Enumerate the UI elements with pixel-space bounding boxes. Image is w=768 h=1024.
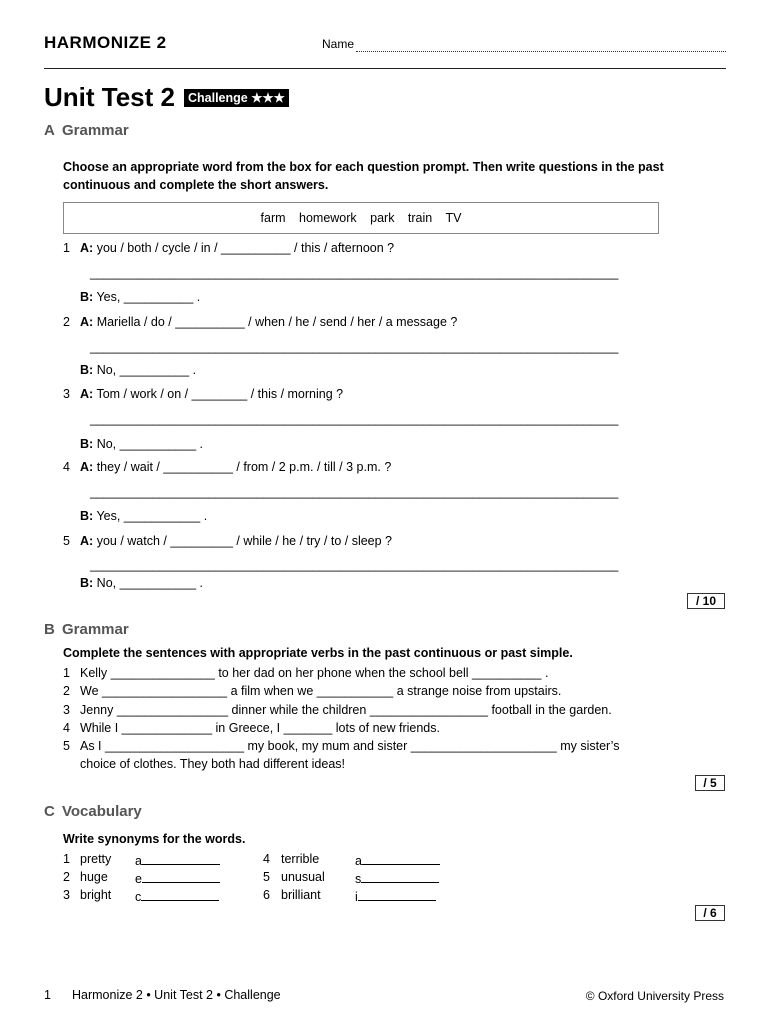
answer-line[interactable]: ____________________________________________________________________________ [90,485,619,499]
question-4 [63,460,392,474]
answer-blank[interactable] [362,852,440,865]
item-number: 5 [63,739,70,753]
speaker-a-label: A: [80,315,94,329]
item-number: 5 [263,870,270,884]
header-divider [44,68,726,69]
short-answer-4[interactable] [80,509,207,523]
first-letter: i [355,890,358,904]
sentence-text: Kelly _______________ to her dad on her phone when the school bell __________ . [80,666,549,680]
footer-title: Harmonize 2 • Unit Test 2 • Challenge [72,988,281,1002]
section-a-instruction [63,158,664,194]
section-a-heading [44,122,129,139]
vocab-item-1[interactable] [63,852,142,868]
section-b-heading [44,621,129,638]
question-number: 3 [63,387,70,401]
section-title: Grammar [62,122,129,139]
item-number: 4 [63,721,70,735]
item-number: 2 [63,684,70,698]
score-box-c[interactable]: / 6 [695,905,725,921]
vocab-word: pretty [80,852,112,866]
vocab-word: bright [80,888,112,902]
section-letter: A [44,122,55,139]
question-2 [63,315,458,329]
item-number: 2 [63,870,70,884]
short-answer-text: Yes, ___________ . [96,509,208,523]
short-answer-2[interactable] [80,363,196,377]
brand-logo: HARMONIZE 2 [44,33,167,52]
vocab-word: brilliant [281,888,321,902]
answer-blank[interactable] [142,870,220,883]
speaker-b-label: B: [80,363,94,377]
answer-line[interactable]: ____________________________________________________________________________ [90,340,619,354]
vocab-word: unusual [281,870,325,884]
question-number: 4 [63,460,70,474]
speaker-a-label: A: [80,460,94,474]
speaker-a-label: A: [80,241,94,255]
question-1 [63,241,395,255]
question-prompt: you / watch / _________ / while / he / try / to / sleep ? [96,534,392,548]
sentence-2[interactable] [63,684,562,698]
section-letter: B [44,621,55,638]
section-title: Grammar [62,621,129,638]
short-answer-text: No, ___________ . [96,437,204,451]
vocab-item-4[interactable] [263,852,362,868]
section-letter: C [44,803,55,820]
sentence-5-continuation: choice of clothes. They both had different ideas! [80,757,345,771]
speaker-a-label: A: [80,534,94,548]
answer-line[interactable]: ____________________________________________________________________________ [90,558,619,572]
question-3 [63,387,344,401]
score-box-b[interactable]: / 5 [695,775,725,791]
answer-line[interactable]: ____________________________________________________________________________ [90,266,619,280]
name-label: Name [322,37,355,51]
vocab-item-2[interactable] [63,870,142,886]
short-answer-5[interactable] [80,576,203,590]
answer-blank[interactable] [361,870,439,883]
sentence-text: While I _____________ in Greece, I _______ lots of new friends. [80,721,440,735]
item-number: 4 [263,852,270,866]
vocab-word: terrible [281,852,320,866]
section-c-instruction: Write synonyms for the words. [63,832,246,846]
section-c-heading [44,803,142,820]
vocab-word: huge [80,870,108,884]
copyright: © Oxford University Press [585,989,724,1003]
first-letter: e [135,872,142,886]
short-answer-text: No, __________ . [96,363,197,377]
sentence-4[interactable] [63,721,440,735]
first-letter: a [135,854,142,868]
question-prompt: Tom / work / on / ________ / this / morning ? [96,387,344,401]
speaker-b-label: B: [80,437,94,451]
page-number: 1 [44,988,51,1002]
question-prompt: they / wait / __________ / from / 2 p.m. / till / 3 p.m. ? [96,460,392,474]
vocab-item-3[interactable] [63,888,142,904]
first-letter: a [355,854,362,868]
short-answer-text: No, ___________ . [93,576,204,590]
first-letter: c [135,890,142,904]
page-title: Unit Test 2 [44,82,175,112]
name-field[interactable] [356,51,726,52]
vocab-item-5[interactable] [263,870,362,886]
question-prompt: you / both / cycle / in / __________ / this / afternoon ? [96,241,395,255]
short-answer-text: Yes, __________ . [96,290,201,304]
question-number: 2 [63,315,70,329]
score-box-a[interactable]: / 10 [687,593,725,609]
sentence-3[interactable] [63,703,612,717]
item-number: 3 [63,888,70,902]
question-number: 1 [63,241,70,255]
sentence-5[interactable] [63,739,620,753]
item-number: 3 [63,703,70,717]
short-answer-1[interactable] [80,290,200,304]
first-letter: s [355,872,362,886]
item-number: 1 [63,666,70,680]
speaker-b-label: B: [80,576,94,590]
question-prompt: Mariella / do / __________ / when / he / send / her / a message ? [96,315,458,329]
word-box: farm homework park train TV [63,202,659,234]
question-5 [63,534,392,548]
short-answer-3[interactable] [80,437,203,451]
section-b-instruction: Complete the sentences with appropriate verbs in the past continuous or past simple. [63,646,573,660]
answer-blank[interactable] [358,888,436,901]
challenge-badge: Challenge ★★★ [184,89,289,107]
sentence-1[interactable] [63,666,549,680]
speaker-a-label: A: [80,387,94,401]
instruction-line: continuous and complete the short answers. [63,178,329,192]
item-number: 1 [63,852,70,866]
speaker-b-label: B: [80,290,94,304]
item-number: 6 [263,888,270,902]
answer-line[interactable]: ____________________________________________________________________________ [90,412,619,426]
question-number: 5 [63,534,70,548]
answer-blank[interactable] [141,888,219,901]
instruction-line: Choose an appropriate word from the box for each question prompt. Then write questions in the past [63,160,664,174]
speaker-b-label: B: [80,509,94,523]
sentence-text: Jenny ________________ dinner while the children _________________ football in the garden. [80,703,612,717]
answer-blank[interactable] [142,852,220,865]
vocab-item-6[interactable] [263,888,358,904]
sentence-text: As I ____________________ my book, my mum and sister _____________________ my sister’s [80,739,620,753]
sentence-text: We __________________ a film when we ___________ a strange noise from upstairs. [80,684,562,698]
section-title: Vocabulary [62,803,142,820]
